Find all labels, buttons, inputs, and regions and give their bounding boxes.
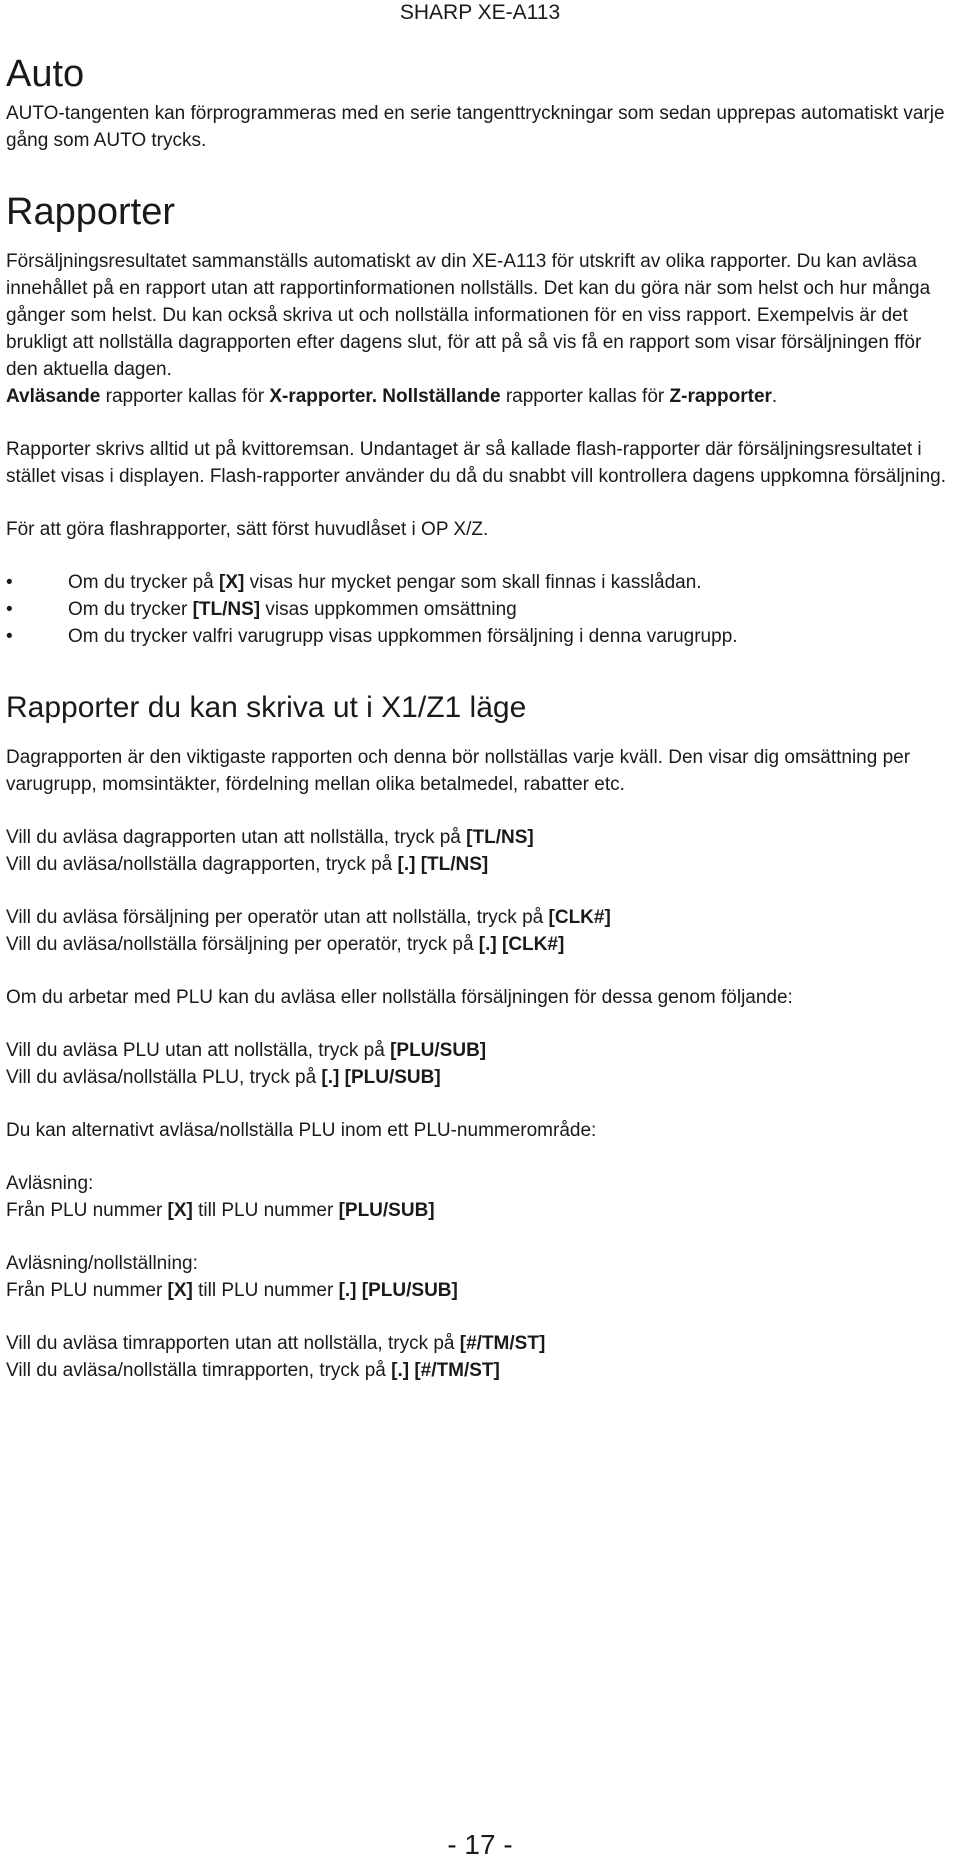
key-label: [X] [167,1280,193,1301]
key-label: [PLU/SUB] [390,1040,487,1061]
key-label: [TL/NS] [466,827,534,848]
key-label: [X] [167,1200,193,1221]
range-read-label: Avläsning: [6,1173,94,1194]
instruction-text: Vill du avläsa/nollställa PLU, tryck på [6,1067,322,1088]
list-item [6,569,956,596]
page-header: SHARP XE-A113 [399,1,561,24]
rapporter-p1-text: Försäljningsresultatet sammanställs automatiskt av din XE-A113 för utskrift av olika rapporter. Du kan avläsa innehållet på en rapport utan att rapportinformationen nollställs. Det kan du göra när som helst och hur många gånger som helst. Du kan också skriva ut och nollställa informationen för en viss rapport. Exempelvis är det brukligt att nollställa dagrapporten efter dagens slut, för att på så vis få en rapport som visar försäljningen fför den aktuella dagen. [6,251,931,380]
z-rapporter-term: Z-rapporter [669,386,772,407]
time-report-read [6,1330,956,1357]
plu-report-reset [6,1064,956,1091]
instruction-text: till PLU nummer [192,1280,339,1301]
list-item-text: visas uppkommen omsättning [260,599,517,620]
key-label: [#/TM/ST] [459,1333,546,1354]
bullet-icon: • [6,572,13,593]
flash-report-list [6,569,956,650]
time-report-reset [6,1357,956,1384]
rapporter-heading: Rapporter [6,191,175,233]
key-label: [X] [219,572,245,593]
key-label: [.] [CLK#] [478,934,565,955]
p1-connector-3: rapporter kallas för [500,386,670,407]
key-label: [CLK#] [548,907,611,928]
page-number: - 17 - [447,1829,513,1860]
p1-connector-4: . [771,386,778,407]
nollstallande-term: Nollställande [382,386,501,407]
bullet-icon: • [6,626,13,647]
page-content [6,52,956,1384]
instruction-text: till PLU nummer [192,1200,339,1221]
plu-intro: Om du arbetar med PLU kan du avläsa eller nollställa försäljningen för dessa genom följande: [6,987,793,1008]
list-item-text: Om du trycker [68,599,193,620]
instruction-text: Vill du avläsa försäljning per operatör utan att nollställa, tryck på [6,907,549,928]
operator-report-reset [6,931,956,958]
xz-intro: Dagrapporten är den viktigaste rapporten och denna bör nollställas varje kväll. Den visar dig omsättning per varugrupp, momsintäkter, fördelning mellan olika betalmedel, rabatter etc. [6,747,911,795]
day-report-read [6,824,956,851]
range-reset-label: Avläsning/nollställning: [6,1253,198,1274]
list-item [6,596,956,623]
rapporter-paragraph-2: Rapporter skrivs alltid ut på kvittoremsan. Undantaget är så kallade flash-rapporter där försäljningsresultatet i stället visas i displayen. Flash-rapporter använder du då du snabbt vill kontrollera dagens uppkomna försäljning. [6,439,946,487]
auto-heading: Auto [6,53,85,95]
auto-paragraph: AUTO-tangenten kan förprogrammeras med en serie tangenttryckningar som sedan upprepas automatiskt varje gång som AUTO trycks. [6,103,945,151]
plu-range-intro: Du kan alternativt avläsa/nollställa PLU inom ett PLU-nummerområde: [6,1120,597,1141]
key-label: [.] [PLU/SUB] [321,1067,441,1088]
p1-connector-1: rapporter kallas för [100,386,270,407]
bullet-icon: • [6,599,13,620]
rapporter-paragraph-1 [6,248,956,410]
list-item-text: visas hur mycket pengar som skall finnas i kasslådan. [244,572,702,593]
rapporter-paragraph-3: För att göra flashrapporter, sätt först huvudlåset i OP X/Z. [6,519,489,540]
avlasande-term: Avläsande [6,386,101,407]
range-reset-instruction [6,1277,956,1304]
list-item-text: Om du trycker valfri varugrupp visas uppkommen försäljning i denna varugrupp. [68,626,738,647]
key-label: [.] [#/TM/ST] [391,1360,500,1381]
key-label: [PLU/SUB] [338,1200,435,1221]
plu-report-read [6,1037,956,1064]
list-item-text: Om du trycker på [68,572,219,593]
xz-heading: Rapporter du kan skriva ut i X1/Z1 läge [6,691,527,724]
list-item [6,623,956,650]
instruction-text: Vill du avläsa/nollställa timrapporten, tryck på [6,1360,392,1381]
day-report-reset [6,851,956,878]
instruction-text: Vill du avläsa/nollställa försäljning per operatör, tryck på [6,934,479,955]
range-read-instruction [6,1197,956,1224]
instruction-text: Vill du avläsa/nollställa dagrapporten, tryck på [6,854,398,875]
operator-report-read [6,904,956,931]
instruction-text: Vill du avläsa timrapporten utan att nollställa, tryck på [6,1333,460,1354]
instruction-text: Vill du avläsa dagrapporten utan att nollställa, tryck på [6,827,467,848]
key-label: [.] [TL/NS] [397,854,489,875]
instruction-text: Från PLU nummer [6,1280,168,1301]
x-rapporter-term: X-rapporter. [269,386,378,407]
key-label: [TL/NS] [192,599,261,620]
instruction-text: Från PLU nummer [6,1200,168,1221]
instruction-text: Vill du avläsa PLU utan att nollställa, tryck på [6,1040,391,1061]
key-label: [.] [PLU/SUB] [338,1280,458,1301]
